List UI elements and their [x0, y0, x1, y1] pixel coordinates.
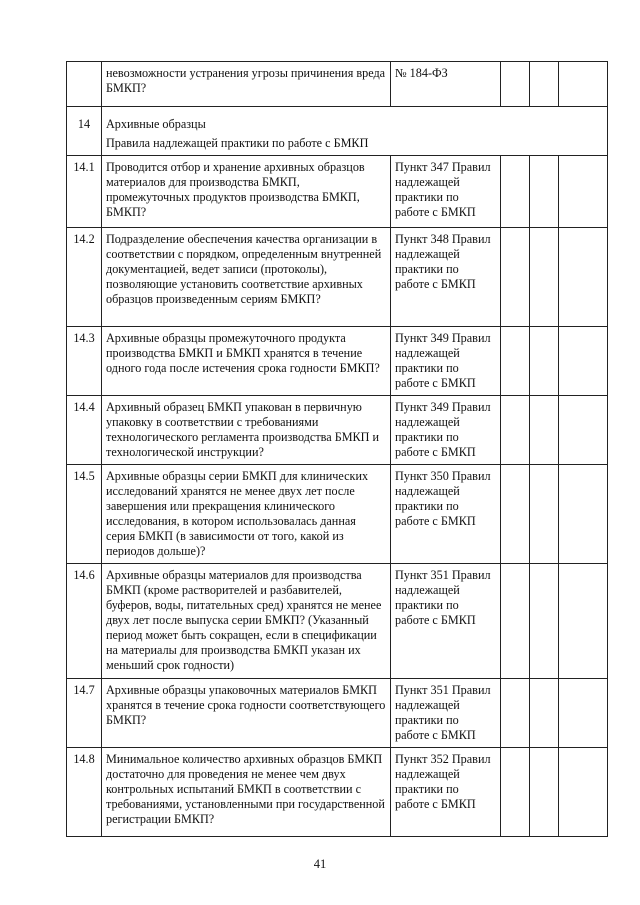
- answer-no-cell[interactable]: [530, 679, 559, 748]
- section-heading: [102, 107, 608, 156]
- notes-cell[interactable]: [559, 327, 608, 396]
- answer-yes-cell[interactable]: [501, 327, 530, 396]
- row-reference: Пункт 352 Правил надлежащей практики по работе с БМКП: [391, 748, 501, 837]
- notes-cell[interactable]: [559, 564, 608, 679]
- notes-cell[interactable]: [559, 228, 608, 327]
- row-number: 14.2: [67, 228, 102, 327]
- answer-no-cell[interactable]: [530, 564, 559, 679]
- table-row: [67, 564, 608, 679]
- checklist-table: [66, 61, 608, 837]
- row-number: 14.6: [67, 564, 102, 679]
- row-number: [67, 62, 102, 107]
- answer-yes-cell[interactable]: [501, 62, 530, 107]
- notes-cell[interactable]: [559, 748, 608, 837]
- row-reference: Пункт 347 Правил надлежащей практики по работе с БМКП: [391, 156, 501, 228]
- section-subtitle: Правила надлежащей практики по работе с БМКП: [106, 136, 369, 150]
- answer-no-cell[interactable]: [530, 228, 559, 327]
- row-question: Архивные образцы промежуточного продукта производства БМКП и БМКП хранятся в течение одного года после истечения срока годности БМКП?: [102, 327, 391, 396]
- row-number: 14.4: [67, 396, 102, 465]
- answer-no-cell[interactable]: [530, 62, 559, 107]
- row-reference: Пункт 350 Правил надлежащей практики по работе с БМКП: [391, 465, 501, 564]
- table-row: [67, 396, 608, 465]
- answer-yes-cell[interactable]: [501, 748, 530, 837]
- page-number: 41: [313, 857, 327, 871]
- answer-no-cell[interactable]: [530, 748, 559, 837]
- answer-yes-cell[interactable]: [501, 465, 530, 564]
- answer-yes-cell[interactable]: [501, 679, 530, 748]
- answer-no-cell[interactable]: [530, 327, 559, 396]
- section-row: [67, 107, 608, 156]
- row-question: Архивные образцы серии БМКП для клинических исследований хранятся не менее двух лет после завершения или прекращения клинического исследования, в котором использовалась данная серия БМКП (в зависимости от того, какой из периодов дольше)?: [102, 465, 391, 564]
- table-row: [67, 465, 608, 564]
- answer-no-cell[interactable]: [530, 465, 559, 564]
- row-reference: Пункт 349 Правил надлежащей практики по работе с БМКП: [391, 396, 501, 465]
- table-row: [67, 748, 608, 837]
- answer-yes-cell[interactable]: [501, 156, 530, 228]
- row-number: 14.1: [67, 156, 102, 228]
- row-reference: Пункт 348 Правил надлежащей практики по работе с БМКП: [391, 228, 501, 327]
- answer-yes-cell[interactable]: [501, 564, 530, 679]
- answer-no-cell[interactable]: [530, 396, 559, 465]
- answer-no-cell[interactable]: [530, 156, 559, 228]
- table-row: [67, 156, 608, 228]
- answer-yes-cell[interactable]: [501, 396, 530, 465]
- notes-cell[interactable]: [559, 465, 608, 564]
- row-question: Архивные образцы материалов для производства БМКП (кроме растворителей и разбавителей, буферов, воды, питательных сред) хранятся не менее двух лет после выпуска серии БМКП? (Указанный период может быть сокращен, если в спецификации на материалы для производства БМКП указан их меньший срок годности): [102, 564, 391, 679]
- row-reference: Пункт 351 Правил надлежащей практики по работе с БМКП: [391, 679, 501, 748]
- row-number: 14.5: [67, 465, 102, 564]
- table-row: [67, 228, 608, 327]
- row-number: 14.3: [67, 327, 102, 396]
- row-reference: № 184-ФЗ: [391, 62, 501, 107]
- row-reference: Пункт 349 Правил надлежащей практики по работе с БМКП: [391, 327, 501, 396]
- notes-cell[interactable]: [559, 62, 608, 107]
- row-number: 14.7: [67, 679, 102, 748]
- row-reference: Пункт 351 Правил надлежащей практики по работе с БМКП: [391, 564, 501, 679]
- section-number: 14: [67, 107, 102, 156]
- notes-cell[interactable]: [559, 679, 608, 748]
- row-number: 14.8: [67, 748, 102, 837]
- row-question: невозможности устранения угрозы причинения вреда БМКП?: [102, 62, 391, 107]
- notes-cell[interactable]: [559, 396, 608, 465]
- row-question: Архивные образцы упаковочных материалов БМКП хранятся в течение срока годности соответствующего БМКП?: [102, 679, 391, 748]
- answer-yes-cell[interactable]: [501, 228, 530, 327]
- row-question: Архивный образец БМКП упакован в первичную упаковку в соответствии с требованиями технологического регламента производства БМКП и технологической инструкции?: [102, 396, 391, 465]
- section-title: Архивные образцы: [106, 117, 206, 131]
- table-row: [67, 62, 608, 107]
- notes-cell[interactable]: [559, 156, 608, 228]
- row-question: Проводится отбор и хранение архивных образцов материалов для производства БМКП, промежуточных продуктов производства БМКП, БМКП?: [102, 156, 391, 228]
- row-question: Минимальное количество архивных образцов БМКП достаточно для проведения не менее чем двух контрольных испытаний БМКП в соответствии с требованиями, установленными при государственной регистрации БМКП?: [102, 748, 391, 837]
- row-question: Подразделение обеспечения качества организации в соответствии с порядком, определенным внутренней документацией, ведет записи (протоколы), позволяющие установить соответствие архивных образцов произведенным сериям БМКП?: [102, 228, 391, 327]
- table-row: [67, 679, 608, 748]
- table-row: [67, 327, 608, 396]
